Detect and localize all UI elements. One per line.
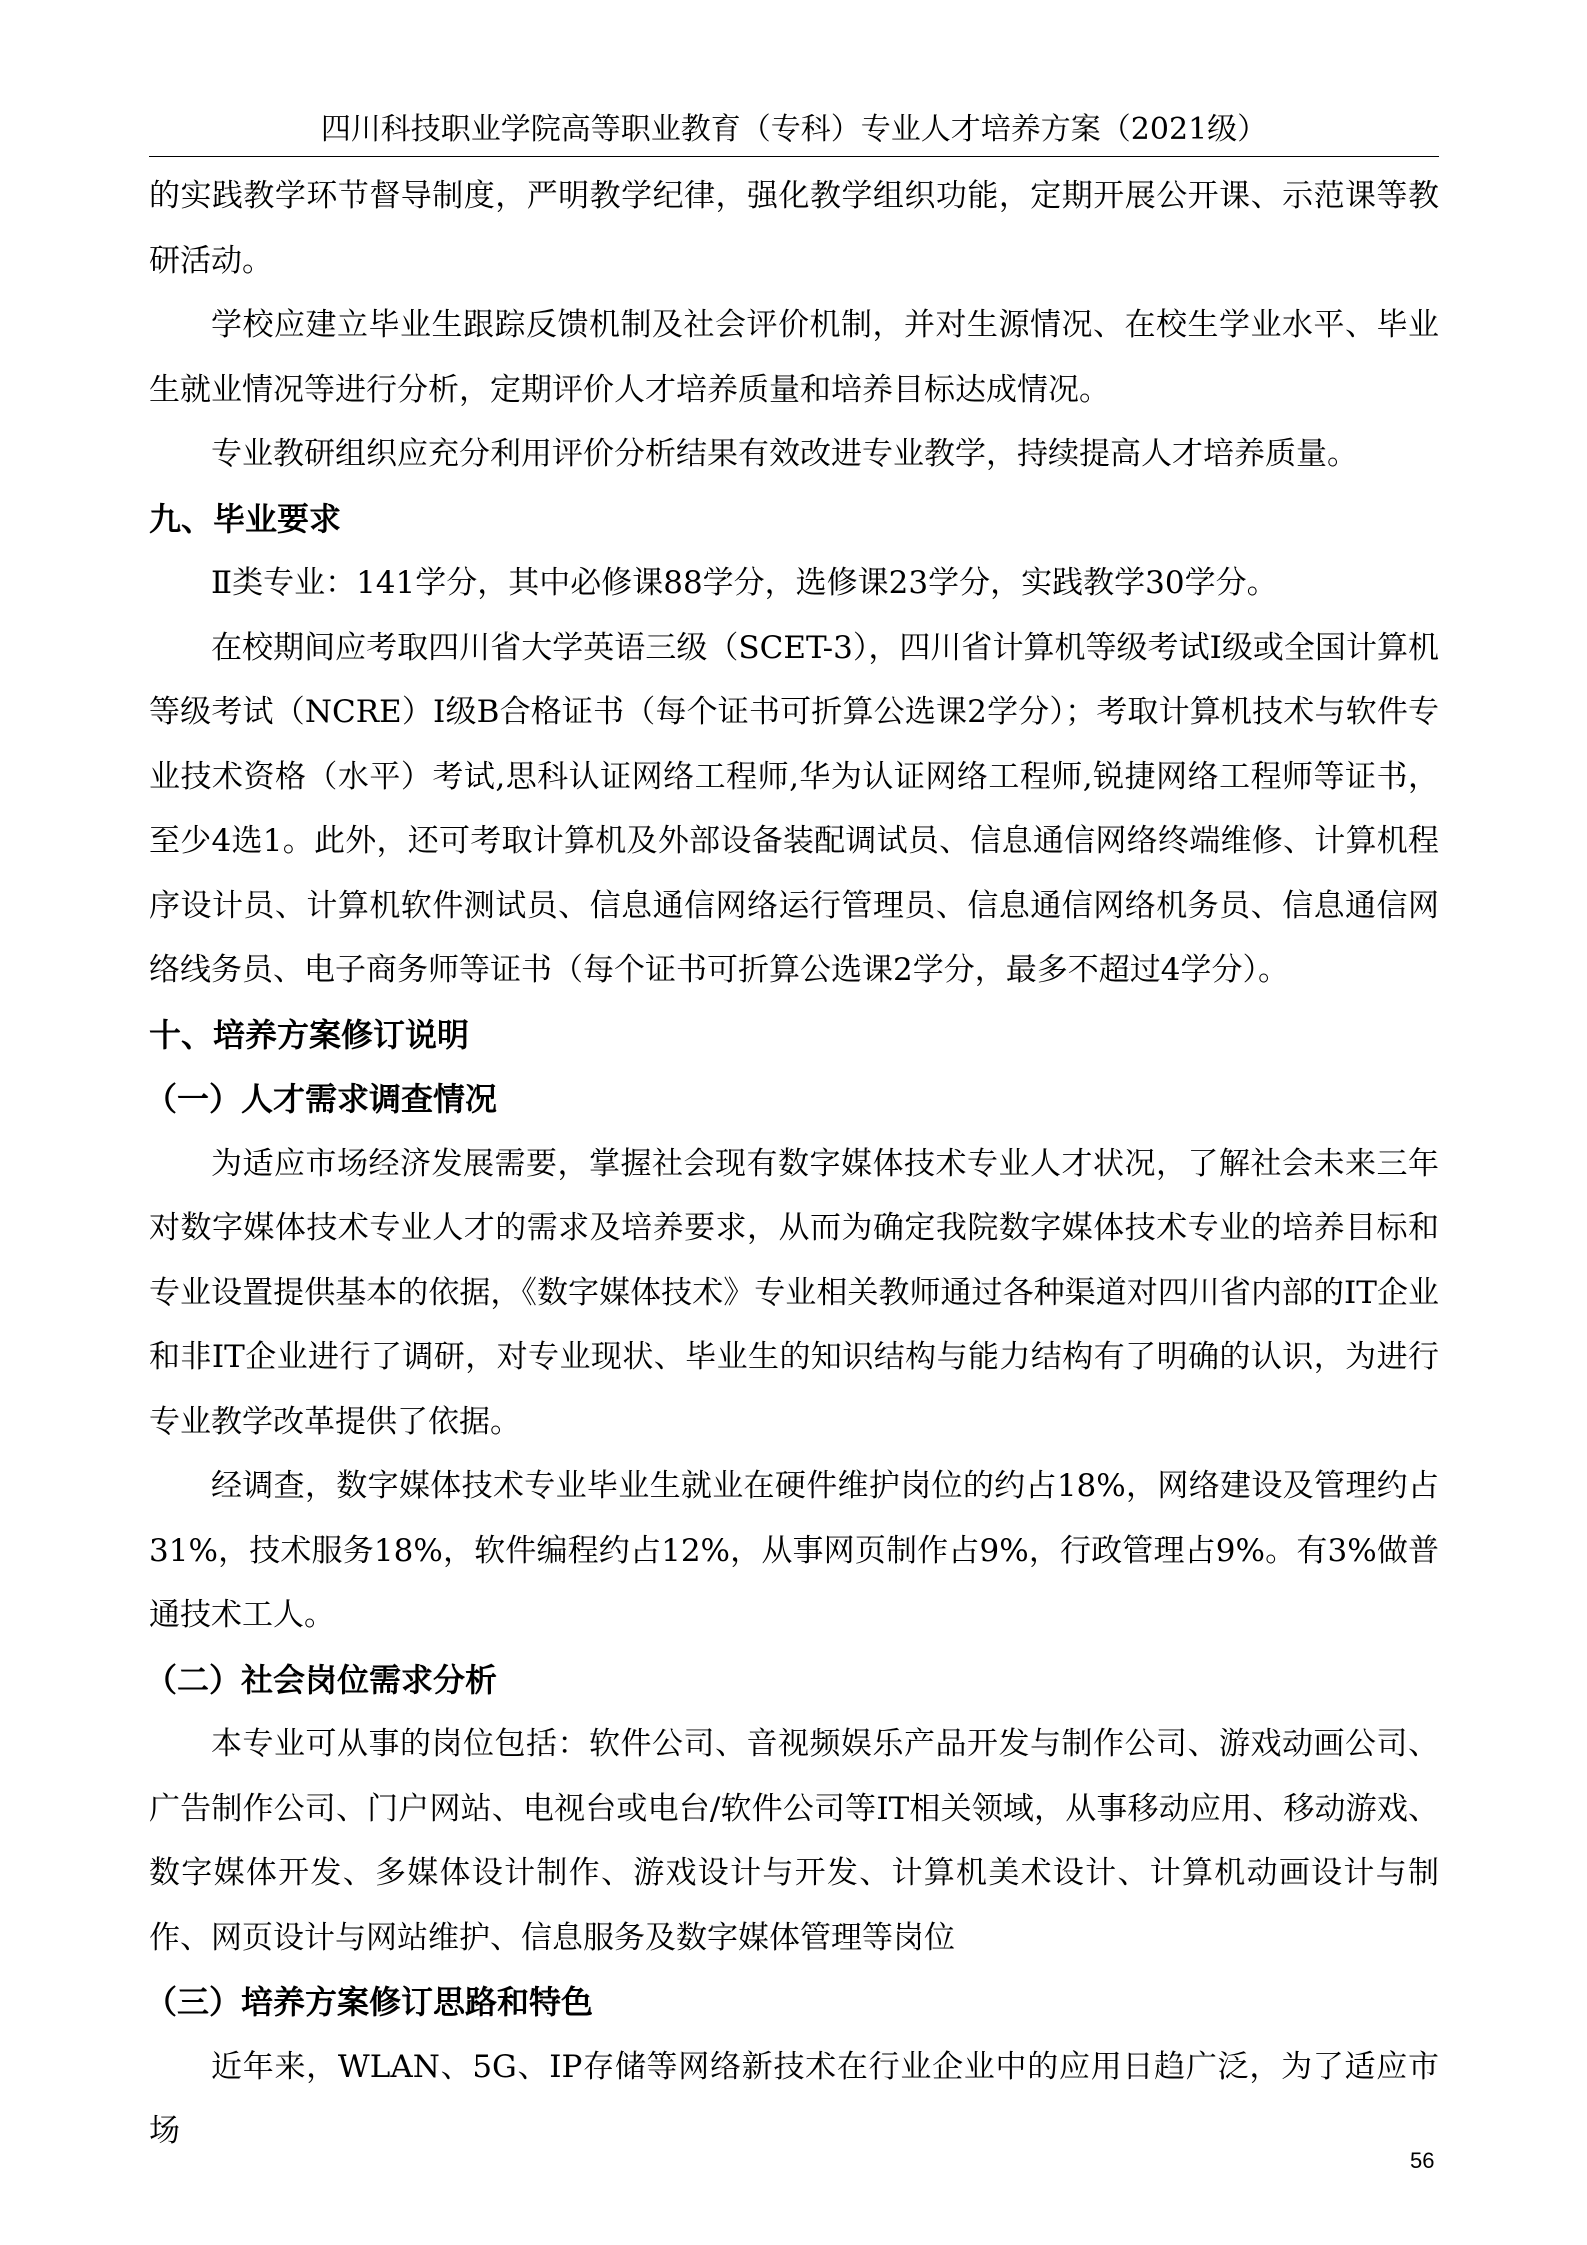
section-heading-revision: 十、培养方案修订说明 [149,1015,470,1054]
document-body [145,164,1439,2164]
paragraph-credits: Ⅱ类专业：141学分，其中必修课88学分，选修课23学分，实践教学30学分。 [211,565,1278,601]
paragraph-job-positions: 本专业可从事的岗位包括：软件公司、音视频娱乐产品开发与制作公司、游戏动画公司、广告制作公司、门户网站、电视台或电台/软件公司等IT相关领域，从事移动应用、移动游戏、数字媒体开发、多媒体设计制作、游戏设计与开发、计算机美术设计、计算机动画设计与制作、网页设计与网站维护、信息服务及数字媒体管理等岗位 [149,1726,1439,1956]
header-divider [149,156,1439,157]
section-heading-graduation: 九、毕业要求 [149,499,342,538]
paragraph-certificates: 在校期间应考取四川省大学英语三级（SCET-3），四川省计算机等级考试Ⅰ级或全国计算机等级考试（NCRE）Ⅰ级B合格证书（每个证书可折算公选课2学分）；考取计算机技术与软件专业技术资格（水平）考试,思科认证网络工程师,华为认证网络工程师,锐捷网络工程师等证书，至少4选1。此外，还可考取计算机及外部设备装配调试员、信息通信网络终端维修、计算机程序设计员、计算机软件测试员、信息通信网络运行管理员、信息通信网络机务员、信息通信网络线务员、电子商务师等证书（每个证书可折算公选课2学分，最多不超过4学分）。 [149,629,1439,988]
subsection-heading-job-demand: （二）社会岗位需求分析 [145,1660,498,1699]
page-number: 56 [1410,2148,1435,2173]
running-header: 四川科技职业学院高等职业教育（专科）专业人才培养方案（2021级） [320,112,1268,147]
subsection-heading-revision-ideas: （三）培养方案修订思路和特色 [145,1983,594,2021]
paragraph-survey: 为适应市场经济发展需要，掌握社会现有数字媒体技术专业人才状况，了解社会未来三年对数字媒体技术专业人才的需求及培养要求，从而为确定我院数字媒体技术专业的培养目标和专业设置提供基本的依据，《数字媒体技术》专业相关教师通过各种渠道对四川省内部的IT企业和非IT企业进行了调研，对专业现状、毕业生的知识结构与能力结构有了明确的认识，为进行专业教学改革提供了依据。 [149,1145,1439,1440]
paragraph-graduate-tracking: 学校应建立毕业生跟踪反馈机制及社会评价机制，并对生源情况、在校生学业水平、毕业生就业情况等进行分析，定期评价人才培养质量和培养目标达成情况。 [149,307,1439,408]
paragraph-new-technologies: 近年来，WLAN、5G、IP存储等网络新技术在行业企业中的应用日趋广泛，为了适应市场 [149,2048,1439,2149]
subsection-heading-demand-survey: （一）人才需求调查情况 [145,1080,498,1118]
paragraph-evaluation-use: 专业教研组织应充分利用评价分析结果有效改进专业教学，持续提高人才培养质量。 [211,436,1358,472]
paragraph-employment-stats: 经调查，数字媒体技术专业毕业生就业在硬件维护岗位的约占18%，网络建设及管理约占31%，技术服务18%，软件编程约占12%，从事网页制作占9%，行政管理占9%。有3%做普通技术工人。 [149,1468,1439,1633]
paragraph-continued: 的实践教学环节督导制度，严明教学纪律，强化教学组织功能，定期开展公开课、示范课等教研活动。 [149,178,1439,279]
